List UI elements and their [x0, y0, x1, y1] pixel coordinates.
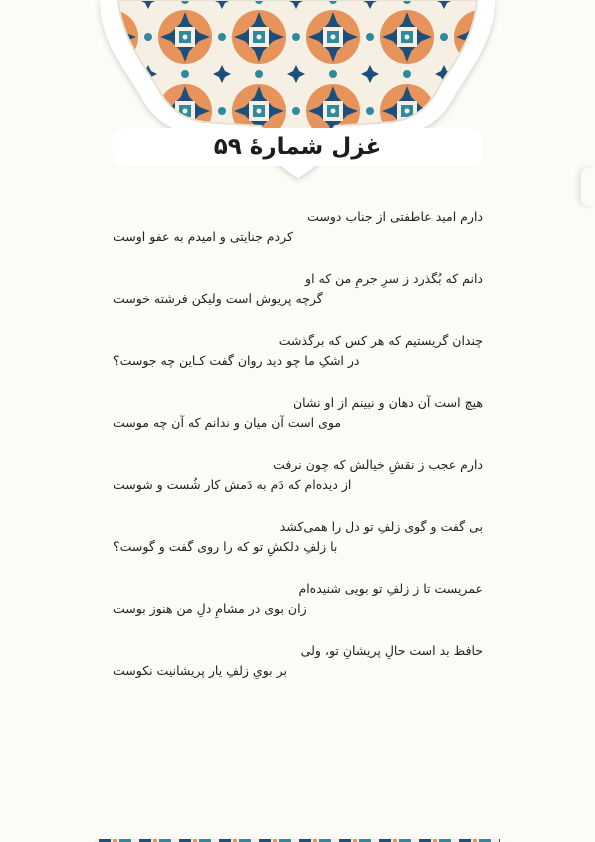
verse-second-hemistich: زان بوی در مشامِ دلِ من هنوز بوست	[113, 601, 307, 616]
verse-first-hemistich: بی گفت و گوی زلفِ تو دل را همی‌کشد	[279, 519, 483, 534]
verse-second-hemistich: بر بویِ زلفِ یار پریشانیت نکوست	[113, 663, 287, 678]
verse	[113, 394, 483, 456]
poem	[113, 208, 483, 704]
verse-second-hemistich: موی است آن میان و ندانم که آن چه موست	[113, 415, 342, 430]
verse	[113, 456, 483, 518]
verse	[113, 270, 483, 332]
page-edge-tab	[581, 168, 595, 206]
verse-first-hemistich: دارم امید عاطفتی از جناب دوست	[307, 209, 483, 224]
verse	[113, 332, 483, 394]
verse	[113, 208, 483, 270]
page-title: غزل شمارهٔ ۵۹	[213, 134, 382, 160]
verse-first-hemistich: حافظ بد است حالِ پریشانِ تو، ولی	[300, 643, 483, 658]
verse-first-hemistich: دانم که بُگذرد ز سرِ جرمِ من که او	[305, 271, 483, 286]
verse-first-hemistich: دارم عجب ز نقشِ خیالش که چون نرفت	[273, 457, 483, 472]
verse	[113, 642, 483, 704]
verse-second-hemistich: گرچه پریوش است ولیکن فرشته خوست	[113, 291, 323, 306]
verse-first-hemistich: عمریست تا ز زلفِ تو بویی شنیده‌ام	[298, 581, 483, 596]
verse-second-hemistich: از دیده‌ام که دَم به دَمش کار شُست و شوست	[113, 477, 352, 492]
verse-second-hemistich: با زلفِ دلکشِ تو که را روی گفت و گوست؟	[113, 539, 338, 554]
verse	[113, 580, 483, 642]
verse-second-hemistich: در اشکِ ما چو دید روان گفت کـاین چه جوست؟	[113, 353, 360, 368]
verse	[113, 518, 483, 580]
title-box	[113, 128, 482, 166]
verse-first-hemistich: هیچ است آن دهان و نبینم از او نشان	[292, 395, 483, 410]
verse-first-hemistich: چندان گریستیم که هر کس که برگذشت	[278, 333, 483, 348]
verse-second-hemistich: کردم جنایتی و امیدم به عفو اوست	[113, 229, 293, 244]
